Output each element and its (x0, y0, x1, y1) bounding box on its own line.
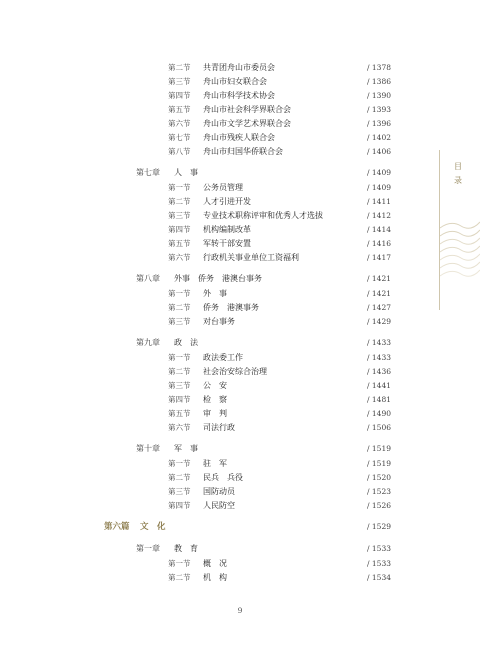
toc-section-row[interactable] (0, 365, 480, 379)
toc-number: 第二节 (168, 573, 191, 582)
toc-number: 第二节 (168, 303, 191, 312)
toc-number: 第三节 (168, 487, 191, 496)
toc-section-row[interactable] (0, 117, 480, 131)
toc-page: / 1421 (367, 274, 391, 283)
toc-title: 对台事务 (203, 317, 235, 326)
toc-title: 政法委工作 (203, 353, 243, 362)
toc-page: / 1411 (367, 197, 391, 206)
toc-section-row[interactable] (0, 301, 480, 315)
toc-chapter-row[interactable] (0, 442, 480, 456)
toc-number: 第四节 (168, 501, 191, 510)
toc-number: 第六节 (168, 423, 191, 432)
toc-section-row[interactable] (0, 485, 480, 499)
toc-number: 第一节 (168, 353, 191, 362)
toc-title: 政 法 (174, 338, 198, 347)
toc-number: 第四节 (168, 91, 191, 100)
toc-section-row[interactable] (0, 421, 480, 435)
toc-page: / 1506 (367, 423, 391, 432)
toc-number: 第二节 (168, 197, 191, 206)
toc-part-row[interactable] (0, 520, 480, 534)
toc-title: 机构编制改革 (203, 225, 251, 234)
toc-title: 舟山市社会科学界联合会 (203, 105, 291, 114)
toc-title: 舟山市归国华侨联合会 (203, 147, 283, 156)
toc-number: 第四节 (168, 225, 191, 234)
toc-page: / 1412 (367, 211, 391, 220)
toc-title: 机 构 (203, 573, 227, 582)
toc-page: / 1421 (367, 289, 391, 298)
toc-title: 舟山市残疾人联合会 (203, 133, 275, 142)
toc-section-row[interactable] (0, 379, 480, 393)
toc-page: / 1378 (367, 63, 391, 72)
toc-section-row[interactable] (0, 209, 480, 223)
toc-number: 第五节 (168, 409, 191, 418)
toc-title: 检 察 (203, 395, 227, 404)
toc-title: 公 安 (203, 381, 227, 390)
toc-page: / 1519 (367, 459, 391, 468)
toc-number: 第七章 (136, 168, 160, 177)
toc-number: 第一章 (136, 544, 160, 553)
toc-page: / 1396 (367, 119, 391, 128)
toc-page: / 1393 (367, 105, 391, 114)
toc-title: 国防动员 (203, 487, 235, 496)
toc-number: 第二节 (168, 473, 191, 482)
toc-number: 第六节 (168, 119, 191, 128)
toc-number: 第一节 (168, 183, 191, 192)
toc-title: 侨务 港澳事务 (203, 303, 259, 312)
toc-page: / 1390 (367, 91, 391, 100)
toc-section-row[interactable] (0, 571, 480, 585)
side-tab-label: 目录 (454, 162, 462, 185)
toc-page: / 1523 (367, 487, 391, 496)
toc-title: 审 判 (203, 409, 227, 418)
toc-number: 第三节 (168, 381, 191, 390)
toc-title: 外 事 (203, 289, 227, 298)
toc-section-row[interactable] (0, 195, 480, 209)
toc-number: 第一节 (168, 559, 191, 568)
toc-title: 文 化 (140, 522, 166, 532)
toc-title: 外事 侨务 港澳台事务 (174, 274, 262, 283)
toc-page: / 1533 (367, 544, 391, 553)
toc-number: 第九章 (136, 338, 160, 347)
toc-page: / 1402 (367, 133, 391, 142)
toc-title: 人 事 (174, 168, 198, 177)
toc-title: 舟山市科学技术协会 (203, 91, 275, 100)
toc-page: / 1416 (367, 239, 391, 248)
toc-number: 第八节 (168, 147, 191, 156)
toc-number: 第三节 (168, 77, 191, 86)
toc-page: / 1520 (367, 473, 391, 482)
toc-page: / 1526 (367, 501, 391, 510)
toc-section-row[interactable] (0, 145, 480, 159)
toc-title: 司法行政 (203, 423, 235, 432)
toc-number: 第六节 (168, 253, 191, 262)
toc-section-row[interactable] (0, 407, 480, 421)
toc-page: / 1409 (367, 168, 391, 177)
toc-number: 第三节 (168, 317, 191, 326)
toc-title: 专业技术职称评审和优秀人才选拔 (203, 211, 323, 220)
toc-title: 共青团舟山市委员会 (203, 63, 275, 72)
toc-page: / 1386 (367, 77, 391, 86)
toc-page: / 1409 (367, 183, 391, 192)
toc-page: / 1529 (367, 522, 391, 531)
toc-chapter-row[interactable] (0, 272, 480, 286)
toc-chapter-row[interactable] (0, 542, 480, 556)
toc-number: 第五节 (168, 239, 191, 248)
toc-page: / 1436 (367, 367, 391, 376)
toc-section-row[interactable] (0, 351, 480, 365)
toc-page: / 1490 (367, 409, 391, 418)
page-number: 9 (237, 606, 243, 615)
toc-title: 人民防空 (203, 501, 235, 510)
toc-number: 第二节 (168, 367, 191, 376)
toc-section-row[interactable] (0, 251, 480, 265)
toc-number: 第六篇 (104, 522, 130, 532)
toc-section-row[interactable] (0, 61, 480, 75)
toc-section-row[interactable] (0, 181, 480, 195)
toc-number: 第四节 (168, 395, 191, 404)
toc-section-row[interactable] (0, 131, 480, 145)
toc-number: 第二节 (168, 63, 191, 72)
toc-number: 第三节 (168, 211, 191, 220)
toc-title: 公务员管理 (203, 183, 243, 192)
toc-title: 教 育 (174, 544, 198, 553)
toc-section-row[interactable] (0, 393, 480, 407)
toc-section-row[interactable] (0, 223, 480, 237)
toc-page: / 1429 (367, 317, 391, 326)
toc-page: / 1433 (367, 353, 391, 362)
toc-section-row[interactable] (0, 103, 480, 117)
toc-section-row[interactable] (0, 237, 480, 251)
toc-number: 第七节 (168, 133, 191, 142)
toc-title: 舟山市妇女联合会 (203, 77, 267, 86)
toc-number: 第五节 (168, 105, 191, 114)
toc-chapter-row[interactable] (0, 166, 480, 180)
toc-page: / 1406 (367, 147, 391, 156)
toc-section-row[interactable] (0, 557, 480, 571)
toc-title: 军 事 (174, 444, 198, 453)
toc-page: / 1481 (367, 395, 391, 404)
toc-section-row[interactable] (0, 89, 480, 103)
toc-section-row[interactable] (0, 315, 480, 329)
toc-number: 第一节 (168, 289, 191, 298)
toc-number: 第一节 (168, 459, 191, 468)
toc-section-row[interactable] (0, 499, 480, 513)
toc-title: 驻 军 (203, 459, 227, 468)
toc-chapter-row[interactable] (0, 336, 480, 350)
toc-section-row[interactable] (0, 75, 480, 89)
toc-page: / 1433 (367, 338, 391, 347)
toc-page: / 1533 (367, 559, 391, 568)
toc-title: 行政机关事业单位工资福利 (203, 253, 299, 262)
toc-title: 概 况 (203, 559, 227, 568)
toc-section-row[interactable] (0, 287, 480, 301)
toc-title: 舟山市文学艺术界联合会 (203, 119, 291, 128)
toc-title: 军转干部安置 (203, 239, 251, 248)
side-tab-border (439, 150, 440, 310)
toc-number: 第八章 (136, 274, 160, 283)
toc-number: 第十章 (136, 444, 160, 453)
toc-section-row[interactable] (0, 471, 480, 485)
toc-page: / 1414 (367, 225, 391, 234)
toc-page: / 1441 (367, 381, 391, 390)
toc-page: / 1519 (367, 444, 391, 453)
toc-title: 社会治安综合治理 (203, 367, 267, 376)
toc-page: / 1417 (367, 253, 391, 262)
toc-title: 民兵 兵役 (203, 473, 243, 482)
toc-title: 人才引进开发 (203, 197, 251, 206)
toc-page: / 1427 (367, 303, 391, 312)
toc-page: / 1534 (367, 573, 391, 582)
toc-section-row[interactable] (0, 457, 480, 471)
